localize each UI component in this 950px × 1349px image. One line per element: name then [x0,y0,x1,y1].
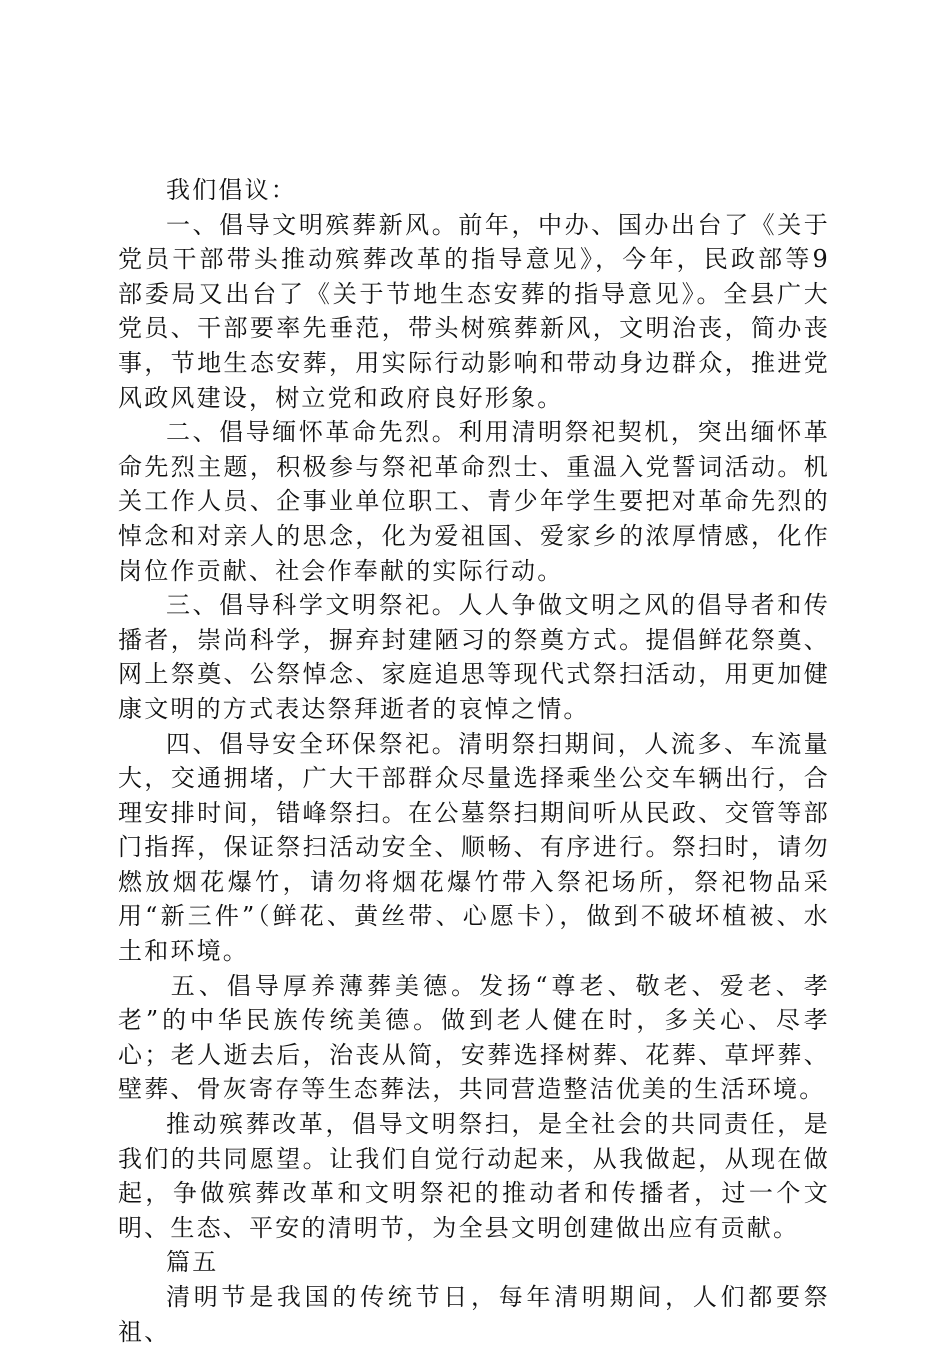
paragraph-civilized-funeral: 一、倡导文明殡葬新风。前年，中办、国办出台了《关于党员干部带头推动殡葬改革的指导意见》，今年，民政部等9部委局又出台了《关于节地生态安葬的指导意见》。全县广大党员、干部要率先垂范，带头树殡葬新风，文明治丧，简办丧事，节地生态安葬，用实际行动影响和带动身边群众，推进党风政风建设，树立党和政府良好形象。 [118,210,830,412]
paragraph-revolutionary-martyrs: 二、倡导缅怀革命先烈。利用清明祭祀契机，突出缅怀革命先烈主题，积极参与祭祀革命烈士、重温入党誓词活动。机关工作人员、企事业单位职工、青少年学生要把对革命先烈的悼念和对亲人的思念，化为爱祖国、爱家乡的浓厚情感，化作岗位作贡献、社会作奉献的实际行动。 [118,418,830,585]
section-title-part-five: 篇五 [166,1248,219,1277]
paragraph-conclusion: 推动殡葬改革，倡导文明祭扫，是全社会的共同责任，是我们的共同愿望。让我们自觉行动起来，从我做起，从现在做起，争做殡葬改革和文明祭祀的推动者和传播者，过一个文明、生态、平安的清明节，为全县文明创建做出应有贡献。 [118,1110,830,1242]
paragraph-qingming-intro: 清明节是我国的传统节日，每年清明期间，人们都要祭祖、 [118,1283,830,1346]
paragraph-safe-worship: 四、倡导安全环保祭祀。清明祭扫期间，人流多、车流量大，交通拥堵，广大干部群众尽量选择乘坐公交车辆出行，合理安排时间，错峰祭扫。在公墓祭扫期间听从民政、交管等部门指挥，保证祭扫活动安全、顺畅、有序进行。祭扫时，请勿燃放烟花爆竹，请勿将烟花爆竹带入祭祀场所，祭祀物品采用“新三件”（鲜花、黄丝带、心愿卡），做到不破坏植被、水土和环境。 [118,729,830,966]
paragraph-scientific-worship: 三、倡导科学文明祭祀。人人争做文明之风的倡导者和传播者，崇尚科学，摒弃封建陋习的祭奠方式。提倡鲜花祭奠、网上祭奠、公祭悼念、家庭追思等现代式祭扫活动，用更加健康文明的方式表达祭拜逝者的哀悼之情。 [118,591,830,723]
document-page [118,173,830,1349]
paragraph-filial-virtue: 五、倡导厚养薄葬美德。发扬“尊老、敬老、爱老、孝老”的中华民族传统美德。做到老人健在时，多关心、尽孝心；老人逝去后，治丧从简，安葬选择树葬、花葬、草坪葬、壁葬、骨灰寄存等生态葬法，共同营造整洁优美的生活环境。 [118,971,830,1104]
proposal-heading: 我们倡议： [166,176,297,204]
